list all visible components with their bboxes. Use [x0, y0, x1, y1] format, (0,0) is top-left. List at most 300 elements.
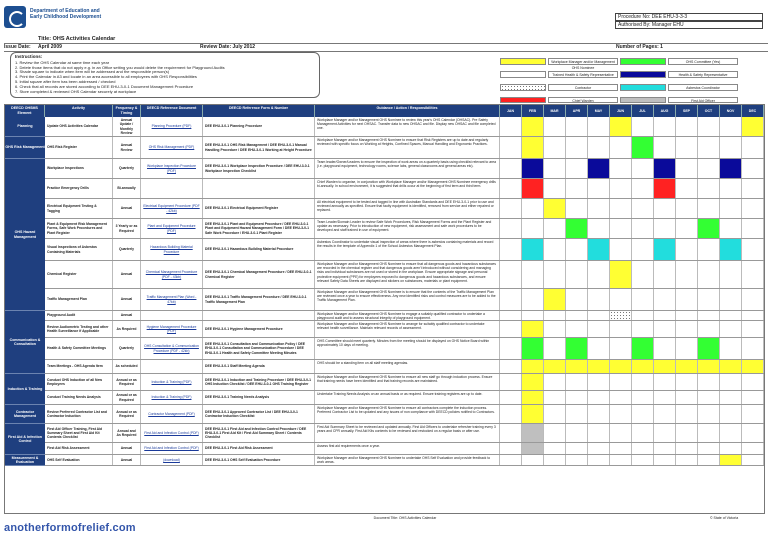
- month-cell-apr[interactable]: [566, 338, 588, 359]
- month-cell-jul[interactable]: [632, 159, 654, 178]
- month-cell-sep[interactable]: [676, 443, 698, 454]
- month-cell-oct[interactable]: [698, 391, 720, 404]
- month-cell-sep[interactable]: [676, 199, 698, 218]
- month-cell-jul[interactable]: [632, 424, 654, 442]
- frequency-cell: Annual: [113, 455, 141, 465]
- month-cell-sep[interactable]: [676, 455, 698, 465]
- month-cell-aug[interactable]: [654, 239, 676, 260]
- month-cell-apr[interactable]: [566, 117, 588, 136]
- activity-cell: Traffic Management Plan: [45, 289, 113, 310]
- reference-form-cell: DEE EHU-3-0-1 Plant and Equipment Procedure / DEE EHU-3-0-1 Plant and Equipment Hazard Management Form / DEE EHU-3-0-1 Safe Work Procedure / EHU-3-0-1 Plant Register: [203, 219, 315, 238]
- month-cell-dec[interactable]: [742, 311, 764, 320]
- frequency-cell: Annual: [113, 199, 141, 218]
- month-cell-mar[interactable]: [544, 261, 566, 288]
- month-cell-nov[interactable]: [720, 117, 742, 136]
- table-row: [5, 338, 764, 360]
- month-cell-nov[interactable]: [720, 179, 742, 198]
- month-cell-oct[interactable]: [698, 159, 720, 178]
- activity-cell: Health & Safety Committee Meetings: [45, 338, 113, 359]
- month-cell-nov[interactable]: [720, 137, 742, 158]
- month-cell-aug[interactable]: [654, 360, 676, 373]
- month-cell-may[interactable]: [588, 443, 610, 454]
- legend-label: Asbestos Coordinator: [668, 84, 738, 91]
- month-cell-nov[interactable]: [720, 239, 742, 260]
- month-cell-nov[interactable]: [720, 338, 742, 359]
- month-cell-oct[interactable]: [698, 311, 720, 320]
- month-cell-jun[interactable]: [610, 137, 632, 158]
- month-cell-aug[interactable]: [654, 219, 676, 238]
- month-cell-apr[interactable]: [566, 179, 588, 198]
- month-cell-mar[interactable]: [544, 391, 566, 404]
- month-cell-nov[interactable]: [720, 374, 742, 390]
- month-cell-jul[interactable]: [632, 179, 654, 198]
- month-cell-feb[interactable]: [522, 391, 544, 404]
- month-cell-feb[interactable]: [522, 179, 544, 198]
- month-cell-mar[interactable]: [544, 219, 566, 238]
- footer-copyright: © State of Victoria: [710, 516, 739, 520]
- issue-date-label: Issue Date:: [4, 44, 31, 50]
- month-cell-dec[interactable]: [742, 179, 764, 198]
- month-header-mar: MAR: [544, 105, 566, 117]
- month-cell-nov[interactable]: [720, 405, 742, 423]
- month-cell-oct[interactable]: [698, 289, 720, 310]
- activity-cell: Conduct Training Needs Analysis: [45, 391, 113, 404]
- month-cell-apr[interactable]: [566, 455, 588, 465]
- deecd-logo: [4, 4, 114, 32]
- month-cell-sep[interactable]: [676, 405, 698, 423]
- month-cell-sep[interactable]: [676, 374, 698, 390]
- month-cell-sep[interactable]: [676, 321, 698, 337]
- month-cell-sep[interactable]: [676, 239, 698, 260]
- month-cell-apr[interactable]: [566, 321, 588, 337]
- frequency-cell: As scheduled: [113, 360, 141, 373]
- month-cell-jan[interactable]: [500, 391, 522, 404]
- month-cell-may[interactable]: [588, 137, 610, 158]
- month-cell-mar[interactable]: [544, 117, 566, 136]
- legend-swatch-asbestos: [620, 84, 666, 91]
- month-cell-oct[interactable]: [698, 219, 720, 238]
- reference-form-cell: DEE EHU-3-0-1 Staff Meeting Agenda: [203, 360, 315, 373]
- month-cell-feb[interactable]: [522, 137, 544, 158]
- reference-doc-link: [141, 360, 203, 373]
- month-cell-nov[interactable]: [720, 321, 742, 337]
- month-cell-may[interactable]: [588, 424, 610, 442]
- month-cell-feb[interactable]: [522, 117, 544, 136]
- month-cell-sep[interactable]: [676, 360, 698, 373]
- month-cell-apr[interactable]: [566, 239, 588, 260]
- month-cell-feb[interactable]: [522, 261, 544, 288]
- month-cell-jul[interactable]: [632, 261, 654, 288]
- month-cell-apr[interactable]: [566, 289, 588, 310]
- month-cell-aug[interactable]: [654, 117, 676, 136]
- legend-swatch-manager: [500, 58, 546, 65]
- month-cell-oct[interactable]: [698, 137, 720, 158]
- month-cell-feb[interactable]: [522, 321, 544, 337]
- month-cell-apr[interactable]: [566, 443, 588, 454]
- month-cell-oct[interactable]: [698, 117, 720, 136]
- month-cell-jun[interactable]: [610, 424, 632, 442]
- reference-doc-link[interactable]: Chemical Management Procedure (PDF - 43kb): [141, 261, 203, 288]
- month-cell-nov[interactable]: [720, 311, 742, 320]
- issue-date: April 2009: [38, 44, 62, 50]
- month-cell-jan[interactable]: [500, 219, 522, 238]
- month-cell-aug[interactable]: [654, 261, 676, 288]
- month-cell-apr[interactable]: [566, 137, 588, 158]
- frequency-cell: Quarterly: [113, 239, 141, 260]
- month-cell-dec[interactable]: [742, 338, 764, 359]
- reference-doc-link[interactable]: OHS Consultation & Communication Procedure (PDF - 42kb): [141, 338, 203, 359]
- month-cell-dec[interactable]: [742, 219, 764, 238]
- month-cell-jan[interactable]: [500, 261, 522, 288]
- reference-doc-link[interactable]: Electrical Equipment Procedure (PDF - 42kb): [141, 199, 203, 218]
- frequency-cell: 3 Yearly or as Required: [113, 219, 141, 238]
- month-cell-nov[interactable]: [720, 219, 742, 238]
- reference-form-cell: DEE EHU-3-0-1 First Aid Risk Assessment: [203, 443, 315, 454]
- month-cell-feb[interactable]: [522, 443, 544, 454]
- month-cell-jun[interactable]: [610, 405, 632, 423]
- frequency-cell: Annual: [113, 311, 141, 320]
- month-cell-jun[interactable]: [610, 159, 632, 178]
- reference-doc-link[interactable]: First Aid and Infection Control (PDF): [141, 424, 203, 442]
- month-cell-jun[interactable]: [610, 219, 632, 238]
- guidance-cell: Chief Warden to organise, in conjunction with Workplace Manager and/or Management OHS Nominee emergency drills bi-annually. In school environment, it is suggested that drills occur at the beginning of first term and third term.: [315, 179, 500, 198]
- legend-label: First Aid Officer: [668, 97, 738, 103]
- month-cell-jan[interactable]: [500, 455, 522, 465]
- activity-cell: Plant & Equipment Risk Management Forms, Safe Work Procedures and Plant Register: [45, 219, 113, 238]
- month-cell-may[interactable]: [588, 311, 610, 320]
- month-cell-may[interactable]: [588, 179, 610, 198]
- month-cell-dec[interactable]: [742, 360, 764, 373]
- month-cell-oct[interactable]: [698, 443, 720, 454]
- month-cell-jul[interactable]: [632, 219, 654, 238]
- month-cell-feb[interactable]: [522, 219, 544, 238]
- month-cell-sep[interactable]: [676, 219, 698, 238]
- col-header-reference-doc: DEECD Reference Document: [141, 105, 203, 117]
- reference-doc-link: [141, 311, 203, 320]
- guidance-cell: Workplace Manager and/or Management OHS Nominee to ensure that Risk Registers are up to date and regularly reviewed with specific focus on Working at Heights, Confined Spaces, Manual Handling and Ergonomic Practices.: [315, 137, 500, 158]
- month-cell-may[interactable]: [588, 321, 610, 337]
- legend-swatch-warden: [500, 97, 546, 103]
- month-cell-dec[interactable]: [742, 374, 764, 390]
- month-cell-oct[interactable]: [698, 455, 720, 465]
- month-cell-sep[interactable]: [676, 137, 698, 158]
- reference-doc-link[interactable]: OHS Risk Management (PDF): [141, 137, 203, 158]
- month-cell-oct[interactable]: [698, 405, 720, 423]
- month-cell-aug[interactable]: [654, 374, 676, 390]
- month-cell-may[interactable]: [588, 219, 610, 238]
- instruction-item: 5. Initial square after item has been addressed / checked: [15, 78, 116, 84]
- reference-doc-link[interactable]: Hygiene Management Procedure (PDF): [141, 321, 203, 337]
- month-cell-may[interactable]: [588, 455, 610, 465]
- frequency-cell: Bi-annually: [113, 179, 141, 198]
- month-cell-nov[interactable]: [720, 261, 742, 288]
- month-cell-apr[interactable]: [566, 311, 588, 320]
- activity-cell: Review Audiometric Testing and other Health Surveillance if Applicable: [45, 321, 113, 337]
- month-cell-jul[interactable]: [632, 391, 654, 404]
- month-cell-dec[interactable]: [742, 289, 764, 310]
- month-cell-dec[interactable]: [742, 455, 764, 465]
- month-cell-may[interactable]: [588, 391, 610, 404]
- month-cell-oct[interactable]: [698, 179, 720, 198]
- month-cell-oct[interactable]: [698, 239, 720, 260]
- legend-label: Workplace Manager and/or Management OHS Nominee: [548, 58, 618, 65]
- month-cell-oct[interactable]: [698, 321, 720, 337]
- month-cell-oct[interactable]: [698, 374, 720, 390]
- month-cell-jan[interactable]: [500, 443, 522, 454]
- instruction-item: 1. Review the OHS Calendar at same time each year: [15, 59, 110, 65]
- month-cell-nov[interactable]: [720, 455, 742, 465]
- month-cell-aug[interactable]: [654, 455, 676, 465]
- month-cell-jul[interactable]: [632, 117, 654, 136]
- month-cell-jan[interactable]: [500, 239, 522, 260]
- month-cell-dec[interactable]: [742, 199, 764, 218]
- month-cell-feb[interactable]: [522, 338, 544, 359]
- month-cell-apr[interactable]: [566, 405, 588, 423]
- month-cell-feb[interactable]: [522, 239, 544, 260]
- month-cell-feb[interactable]: [522, 199, 544, 218]
- guidance-cell: Team leader/Owner/Leaders to ensure the inspection of work areas on a quarterly basis using checklist relevant to area (i.e. playground equipment, technology rooms, science labs, general classrooms and general areas etc).: [315, 159, 500, 178]
- frequency-cell: Annual Review: [113, 137, 141, 158]
- month-cell-jul[interactable]: [632, 239, 654, 260]
- month-cell-jun[interactable]: [610, 360, 632, 373]
- guidance-cell: Team Leader/Domain Leader to review Safe Work Procedures, Risk Management Forms and the Plant Register and update as necessary. Prior to introduction of new equipment, risk assessment and safe work procedures to be developed and staff trained in use of equipment.: [315, 219, 500, 238]
- month-cell-may[interactable]: [588, 360, 610, 373]
- guidance-cell: Asbestos Coordinator to undertake visual inspection of areas where there is asbestos containing materials and record the results in the template of Appendix 1 of the School Asbestos Management Plan.: [315, 239, 500, 260]
- month-cell-mar[interactable]: [544, 137, 566, 158]
- month-cell-mar[interactable]: [544, 311, 566, 320]
- month-cell-aug[interactable]: [654, 405, 676, 423]
- month-cell-nov[interactable]: [720, 159, 742, 178]
- month-cell-sep[interactable]: [676, 159, 698, 178]
- month-cell-sep[interactable]: [676, 424, 698, 442]
- month-cell-dec[interactable]: [742, 424, 764, 442]
- month-cell-may[interactable]: [588, 199, 610, 218]
- month-cell-nov[interactable]: [720, 424, 742, 442]
- month-cell-jul[interactable]: [632, 374, 654, 390]
- month-cell-feb[interactable]: [522, 360, 544, 373]
- reference-doc-link[interactable]: Induction & Training (PDF): [141, 374, 203, 390]
- month-cell-jun[interactable]: [610, 374, 632, 390]
- month-cell-aug[interactable]: [654, 159, 676, 178]
- month-cell-jan[interactable]: [500, 424, 522, 442]
- month-cell-aug[interactable]: [654, 137, 676, 158]
- activity-cell: Update OHS Activities Calendar: [45, 117, 113, 136]
- month-cell-jun[interactable]: [610, 179, 632, 198]
- month-cell-feb[interactable]: [522, 374, 544, 390]
- month-cell-feb[interactable]: [522, 405, 544, 423]
- guidance-cell: All electrical equipment to be tested and tagged in line with Australian Standards and DEE EHU-3-0-1 prior to use and reviewed annually as specified. Ensure that faulty equipment is identified, removed from service and either repaired or replaced.: [315, 199, 500, 218]
- month-cell-oct[interactable]: [698, 199, 720, 218]
- legend-label: Chief Warden: [548, 97, 618, 103]
- month-cell-mar[interactable]: [544, 360, 566, 373]
- month-cell-jan[interactable]: [500, 338, 522, 359]
- month-cell-may[interactable]: [588, 405, 610, 423]
- month-cell-nov[interactable]: [720, 199, 742, 218]
- month-cell-jan[interactable]: [500, 159, 522, 178]
- instruction-item: 7. Store completed & reviewed OHS Calendar securely at workplace: [15, 88, 137, 94]
- month-cell-jul[interactable]: [632, 405, 654, 423]
- month-cell-feb[interactable]: [522, 311, 544, 320]
- month-cell-dec[interactable]: [742, 137, 764, 158]
- month-cell-jun[interactable]: [610, 239, 632, 260]
- month-cell-mar[interactable]: [544, 159, 566, 178]
- reference-form-cell: [203, 311, 315, 320]
- reference-form-cell: DEE EHU-3-0-1 OHS Risk Management / DEE EHU-3-0-1 Manual Handling Procedure / DEE EHU-3-0-1 Working at Height Procedure: [203, 137, 315, 158]
- month-cell-feb[interactable]: [522, 455, 544, 465]
- reference-doc-link[interactable]: Contractor Management (PDF): [141, 405, 203, 423]
- frequency-cell: Annual Update / Monthly Review: [113, 117, 141, 136]
- month-cell-jul[interactable]: [632, 360, 654, 373]
- month-cell-apr[interactable]: [566, 424, 588, 442]
- month-cell-jul[interactable]: [632, 199, 654, 218]
- reference-doc-link[interactable]: First Aid and Infection Control (PDF): [141, 443, 203, 454]
- month-cell-jun[interactable]: [610, 338, 632, 359]
- month-cell-jan[interactable]: [500, 405, 522, 423]
- month-cell-jun[interactable]: [610, 289, 632, 310]
- month-cell-dec[interactable]: [742, 261, 764, 288]
- month-cell-apr[interactable]: [566, 199, 588, 218]
- reference-doc-link[interactable]: Planning Procedure (PDF): [141, 117, 203, 136]
- month-cell-aug[interactable]: [654, 311, 676, 320]
- month-cell-dec[interactable]: [742, 443, 764, 454]
- month-cell-sep[interactable]: [676, 338, 698, 359]
- month-cell-dec[interactable]: [742, 405, 764, 423]
- reference-form-cell: DEE EHU-3-0-1 Chemical Management Procedure / DEE EHU-3-0-1 Chemical Register: [203, 261, 315, 288]
- activity-cell: Practice Emergency Drills: [45, 179, 113, 198]
- month-cell-jul[interactable]: [632, 311, 654, 320]
- month-cell-aug[interactable]: [654, 289, 676, 310]
- month-cell-sep[interactable]: [676, 117, 698, 136]
- month-cell-jul[interactable]: [632, 338, 654, 359]
- month-cell-feb[interactable]: [522, 289, 544, 310]
- month-cell-apr[interactable]: [566, 219, 588, 238]
- month-cell-jun[interactable]: [610, 311, 632, 320]
- month-cell-sep[interactable]: [676, 391, 698, 404]
- month-cell-mar[interactable]: [544, 455, 566, 465]
- month-cell-oct[interactable]: [698, 360, 720, 373]
- month-cell-jul[interactable]: [632, 455, 654, 465]
- month-cell-sep[interactable]: [676, 261, 698, 288]
- month-cell-may[interactable]: [588, 338, 610, 359]
- reference-doc-link[interactable]: Workplace Inspection Procedure (PDF): [141, 159, 203, 178]
- month-cell-jun[interactable]: [610, 199, 632, 218]
- month-cell-mar[interactable]: [544, 321, 566, 337]
- month-cell-mar[interactable]: [544, 405, 566, 423]
- month-cell-aug[interactable]: [654, 443, 676, 454]
- month-cell-may[interactable]: [588, 261, 610, 288]
- month-cell-mar[interactable]: [544, 338, 566, 359]
- month-cell-aug[interactable]: [654, 321, 676, 337]
- month-cell-dec[interactable]: [742, 117, 764, 136]
- month-cell-mar[interactable]: [544, 424, 566, 442]
- month-cell-jun[interactable]: [610, 261, 632, 288]
- month-cell-may[interactable]: [588, 239, 610, 260]
- month-header-jul: JUL: [632, 105, 654, 117]
- month-cell-nov[interactable]: [720, 443, 742, 454]
- month-cell-apr[interactable]: [566, 261, 588, 288]
- month-cell-feb[interactable]: [522, 424, 544, 442]
- month-cell-jan[interactable]: [500, 199, 522, 218]
- month-cell-jan[interactable]: [500, 179, 522, 198]
- month-cell-jan[interactable]: [500, 321, 522, 337]
- month-cell-jun[interactable]: [610, 117, 632, 136]
- month-cell-apr[interactable]: [566, 360, 588, 373]
- month-header-aug: AUG: [654, 105, 676, 117]
- month-cell-jun[interactable]: [610, 443, 632, 454]
- month-cell-apr[interactable]: [566, 374, 588, 390]
- month-cell-sep[interactable]: [676, 311, 698, 320]
- month-cell-oct[interactable]: [698, 261, 720, 288]
- month-cell-jan[interactable]: [500, 360, 522, 373]
- month-cell-dec[interactable]: [742, 239, 764, 260]
- month-cell-nov[interactable]: [720, 289, 742, 310]
- month-cell-jun[interactable]: [610, 391, 632, 404]
- month-cell-mar[interactable]: [544, 443, 566, 454]
- month-cell-may[interactable]: [588, 289, 610, 310]
- month-cell-nov[interactable]: [720, 391, 742, 404]
- table-row: [5, 455, 764, 466]
- month-cell-oct[interactable]: [698, 338, 720, 359]
- month-cell-sep[interactable]: [676, 289, 698, 310]
- month-cell-aug[interactable]: [654, 179, 676, 198]
- month-cell-dec[interactable]: [742, 321, 764, 337]
- reference-doc-link[interactable]: Hazardous Building Material Procedure: [141, 239, 203, 260]
- month-cell-nov[interactable]: [720, 360, 742, 373]
- month-cell-jan[interactable]: [500, 289, 522, 310]
- month-cell-jun[interactable]: [610, 455, 632, 465]
- month-cell-jan[interactable]: [500, 374, 522, 390]
- month-cell-aug[interactable]: [654, 199, 676, 218]
- month-cell-aug[interactable]: [654, 391, 676, 404]
- month-cell-may[interactable]: [588, 374, 610, 390]
- month-cell-dec[interactable]: [742, 159, 764, 178]
- page-title: Title: OHS Activities Calendar: [38, 36, 116, 42]
- reference-doc-link[interactable]: (download): [141, 455, 203, 465]
- frequency-cell: Annual or as Required: [113, 391, 141, 404]
- month-cell-aug[interactable]: [654, 424, 676, 442]
- month-cell-jul[interactable]: [632, 137, 654, 158]
- col-header-guidance: Guidance / Action / Responsibilities: [315, 105, 500, 117]
- month-cell-jan[interactable]: [500, 311, 522, 320]
- reference-doc-link[interactable]: Induction & Training (PDF): [141, 391, 203, 404]
- month-cell-feb[interactable]: [522, 159, 544, 178]
- month-cell-mar[interactable]: [544, 199, 566, 218]
- month-cell-mar[interactable]: [544, 179, 566, 198]
- month-cell-dec[interactable]: [742, 391, 764, 404]
- month-cell-mar[interactable]: [544, 374, 566, 390]
- month-cell-jan[interactable]: [500, 137, 522, 158]
- month-cell-jun[interactable]: [610, 321, 632, 337]
- reference-doc-link[interactable]: Plant and Equipment Procedure (PDF): [141, 219, 203, 238]
- month-cell-jul[interactable]: [632, 321, 654, 337]
- month-cell-oct[interactable]: [698, 424, 720, 442]
- month-cell-mar[interactable]: [544, 239, 566, 260]
- month-cell-jul[interactable]: [632, 443, 654, 454]
- reference-doc-link[interactable]: Traffic Management Plan (Word - 47kb): [141, 289, 203, 310]
- guidance-cell: Assess first aid requirements once a year.: [315, 443, 500, 454]
- frequency-cell: Annual: [113, 443, 141, 454]
- month-cell-mar[interactable]: [544, 289, 566, 310]
- month-cell-apr[interactable]: [566, 159, 588, 178]
- month-cell-aug[interactable]: [654, 338, 676, 359]
- month-cell-jan[interactable]: [500, 117, 522, 136]
- table-row: [5, 137, 764, 159]
- month-cell-sep[interactable]: [676, 179, 698, 198]
- month-cell-jul[interactable]: [632, 289, 654, 310]
- month-cell-apr[interactable]: [566, 391, 588, 404]
- month-cell-may[interactable]: [588, 117, 610, 136]
- month-cell-may[interactable]: [588, 159, 610, 178]
